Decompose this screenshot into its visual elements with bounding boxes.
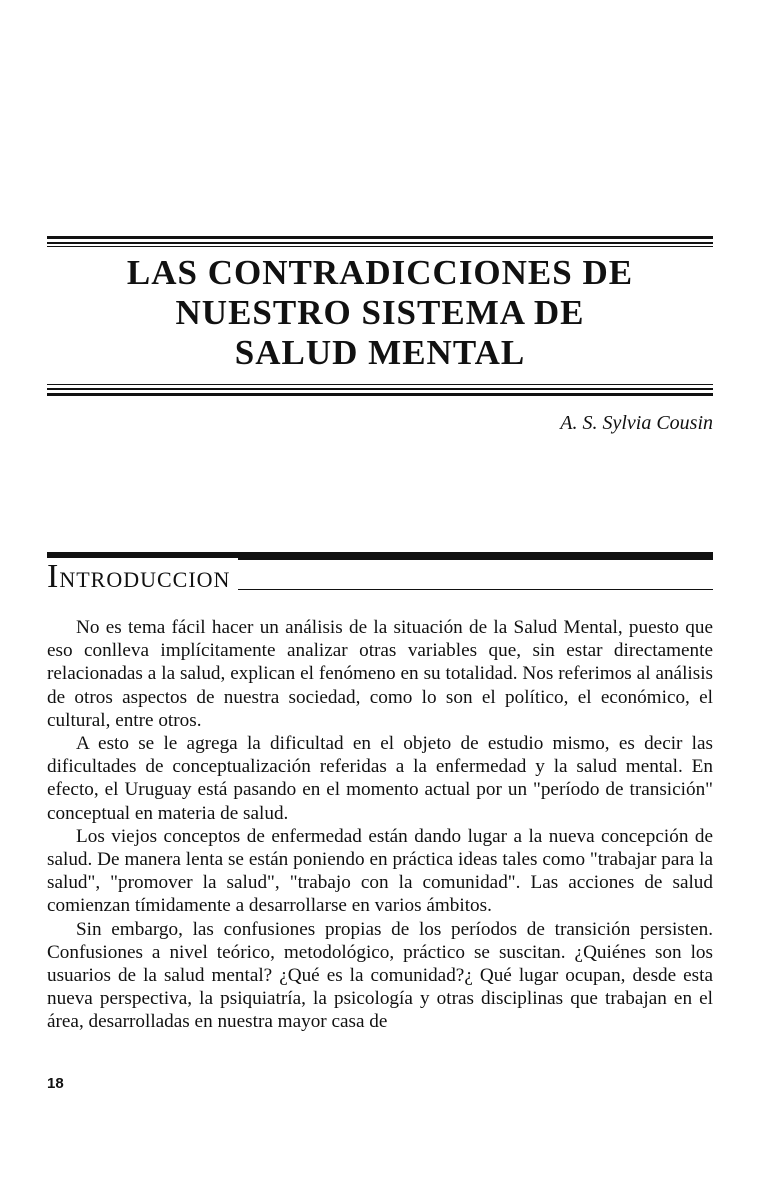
page-number: 18 [47, 1075, 64, 1092]
rule-line [47, 388, 713, 390]
section-title-rest: NTRODUCCION [59, 567, 231, 592]
section-underline [227, 589, 713, 590]
author-name: A. S. Sylvia Cousin [560, 412, 713, 434]
rule-line [47, 246, 713, 247]
section-title [47, 558, 238, 596]
paragraph: No es tema fácil hacer un análisis de la situación de la Salud Mental, puesto que eso conlleva implícitamente analizar otras variables que, sin estar directamente relacionadas a la salud, explican el fenómeno en su totalidad. Nos referimos al análisis de otros aspectos de nuestra sociedad, como lo son el político, el económico, el cultural, entre otros. [47, 617, 713, 731]
section-heading [47, 552, 713, 595]
title-bottom-rule [47, 384, 713, 398]
section-initial: I [47, 558, 60, 595]
paragraph: Los viejos conceptos de enfermedad están dando lugar a la nueva concepción de salud. De manera lenta se están poniendo en práctica ideas tales como "trabajar para la salud", "promover la salud", "trabajo con la comunidad". Las acciones de salud comienzan tímidamente a desarrollarse en varios ámbitos. [47, 825, 713, 917]
title-top-rule [47, 236, 713, 248]
paragraph: Sin embargo, las confusiones propias de los períodos de transición persisten. Confusiones a nivel teórico, metodológico, práctico se suscitan. ¿Quiénes son los usuarios de la salud mental? ¿Qué es la comunidad?¿ Qué lugar ocupan, desde esta nueva perspectiva, la psiquiatría, la psicología y otras disciplinas que trabajan en el área, desarrolladas en nuestra mayor casa de [47, 918, 713, 1033]
rule-line [47, 393, 713, 396]
rule-line [47, 236, 713, 239]
title-line-2: NUESTRO SISTEMA DE [175, 293, 585, 332]
paragraph: A esto se le agrega la dificultad en el objeto de estudio mismo, es decir las dificultades de conceptualización referidas a la enfermedad y la salud mental. En efecto, el Uruguay está pasando en el momento actual por un "período de transición" conceptual en materia de salud. [47, 733, 713, 824]
rule-line [47, 384, 713, 385]
article-title [47, 253, 713, 373]
title-line-3: SALUD MENTAL [234, 333, 526, 372]
body-text [47, 616, 713, 1034]
rule-line [47, 242, 713, 244]
title-line-1: LAS CONTRADICCIONES DE [126, 253, 634, 292]
